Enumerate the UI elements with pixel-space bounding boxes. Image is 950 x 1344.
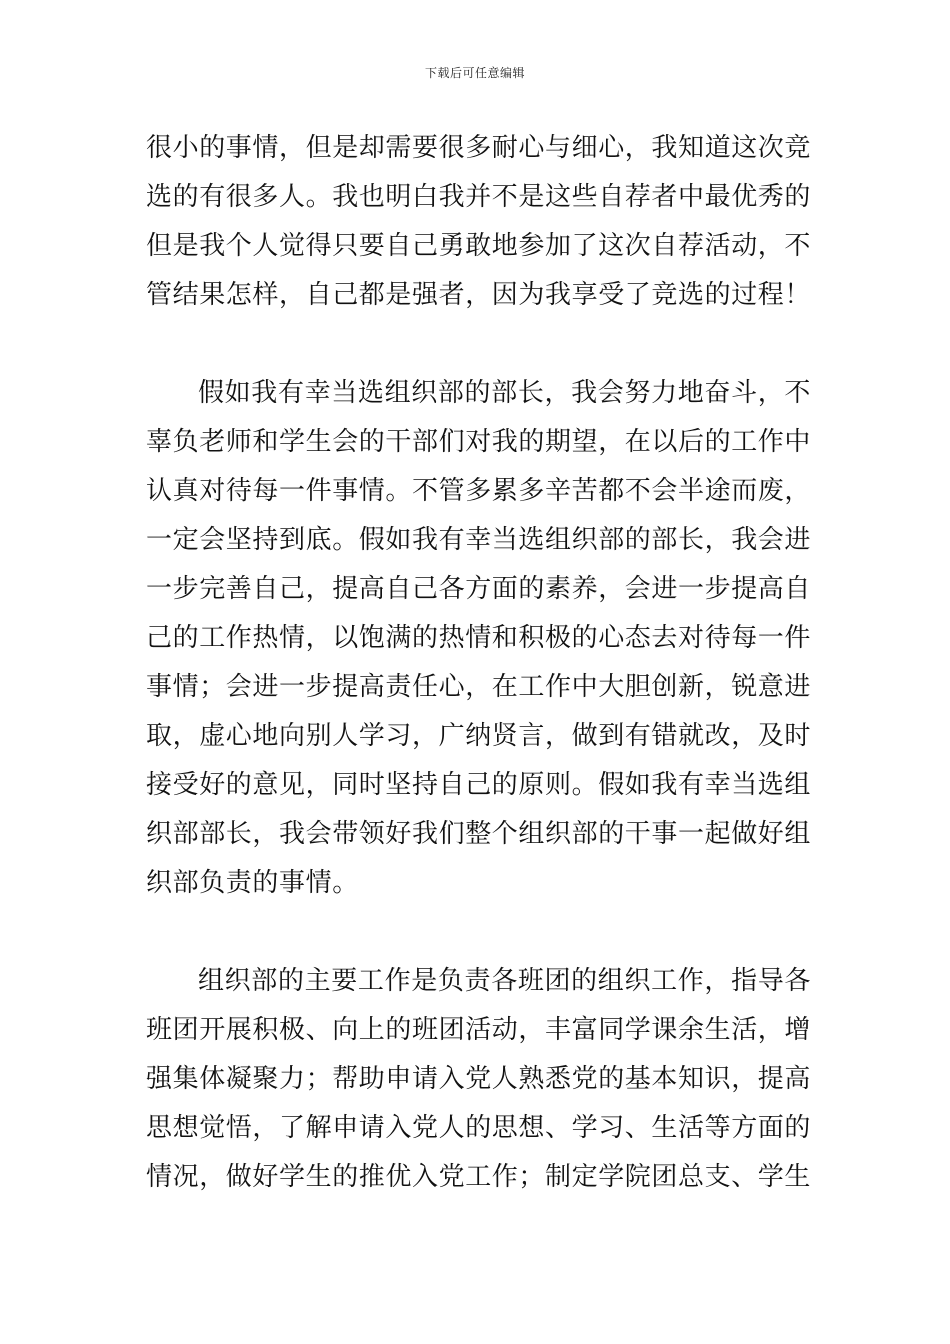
paragraph-3: 组织部的主要工作是负责各班团的组织工作，指导各班团开展积极、向上的班团活动，丰富同学课余生活，增强集体凝聚力；帮助申请入党人熟悉党的基本知识，提高思想觉悟，了解申请入党人的思想、学习、生活等方面的情况，做好学生的推优入党工作；制定学院团总支、学生 bbox=[146, 966, 812, 1192]
paragraph-1: 很小的事情，但是却需要很多耐心与细心，我知道这次竞选的有很多人。我也明白我并不是这些自荐者中最优秀的但是我个人觉得只要自己勇敢地参加了这次自荐活动，不管结果怎样，自己都是强者，因为我享受了竞选的过程！ bbox=[146, 133, 812, 310]
document-body bbox=[146, 124, 811, 1202]
page-header: 下载后可任意编辑 bbox=[424, 66, 525, 80]
paragraph-2: 假如我有幸当选组织部的部长，我会努力地奋斗，不辜负老师和学生会的干部们对我的期望，在以后的工作中认真对待每一件事情。不管多累多辛苦都不会半途而废，一定会坚持到底。假如我有幸当选组织部的部长，我会进一步完善自己，提高自己各方面的素养，会进一步提高自己的工作热情，以饱满的热情和积极的心态去对待每一件事情；会进一步提高责任心，在工作中大胆创新，锐意进取，虚心地向别人学习，广纳贤言，做到有错就改，及时接受好的意见，同时坚持自己的原则。假如我有幸当选组织部部长，我会带领好我们整个组织部的干事一起做好组织部负责的事情。 bbox=[146, 378, 812, 898]
